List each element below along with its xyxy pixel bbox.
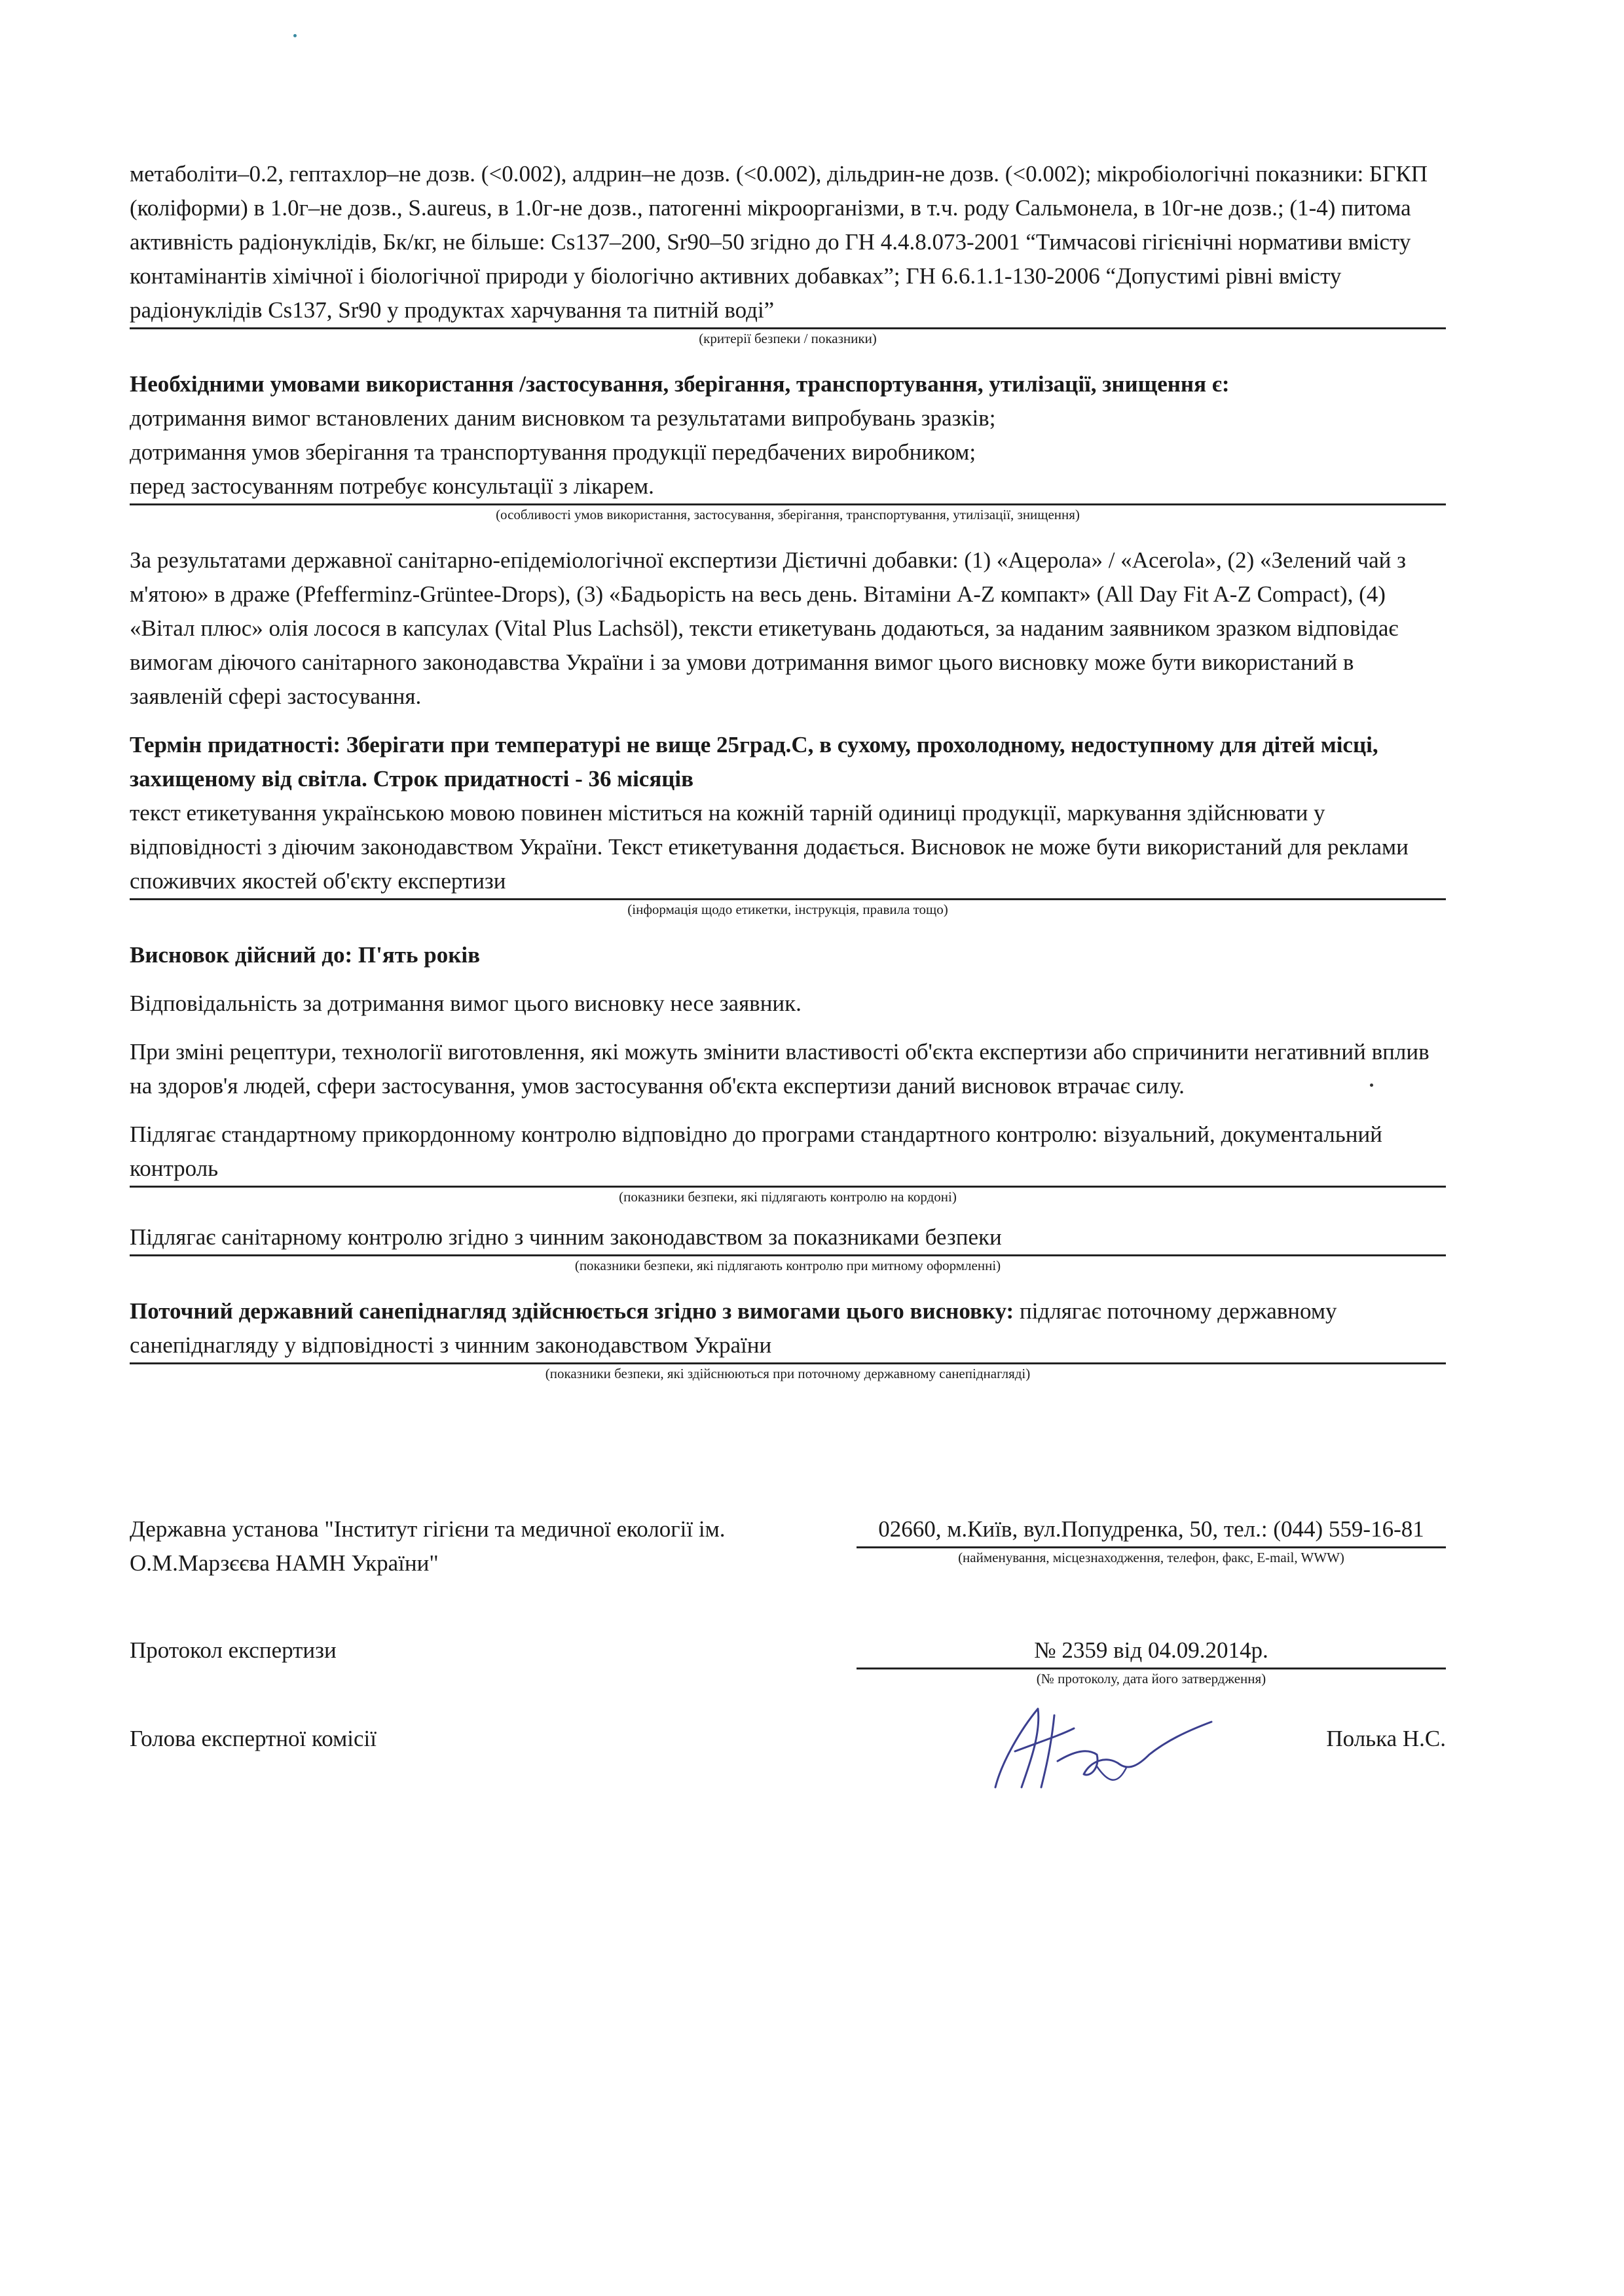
signature-image: [976, 1689, 1225, 1800]
supervision-section: [130, 1294, 1446, 1383]
document-body: [130, 157, 1446, 1383]
supervision-body: підлягає поточному державному санепіднагляду у відповідності з чинним законодавством України: [130, 1298, 1337, 1358]
labeling-caption: (інформація щодо етикетки, інструкція, правила тощо): [627, 902, 948, 917]
supervision-heading: Поточний державний санепіднагляд здійснюється згідно з вимогами цього висновку:: [130, 1298, 1014, 1324]
sanitary-control-section: [130, 1220, 1446, 1275]
border-control-caption: (показники безпеки, які підлягають контролю на кордоні): [619, 1189, 957, 1205]
responsibility-text: Відповідальність за дотримання вимог цього висновку несе заявник.: [130, 991, 802, 1016]
sanitary-control-text: Підлягає санітарному контролю згідно з чинним законодавством за показниками безпеки: [130, 1220, 1446, 1256]
shelf-life-heading: Термін придатності: Зберігати при температурі не вище 25град.С, в сухому, прохолодному, недоступному для дітей місці, захищеному від світла. Строк придатності - 36 місяців: [130, 732, 1378, 792]
validity-section: [130, 938, 1446, 972]
border-control-text: Підлягає стандартному прикордонному контролю відповідно до програми стандартного контролю: візуальний, документальний контроль: [130, 1118, 1446, 1188]
criteria-section: [130, 157, 1446, 348]
condition-line: перед застосуванням потребує консультації з лікарем.: [130, 469, 1446, 505]
conditions-heading: Необхідними умовами використання /застосування, зберігання, транспортування, утилізації, знищення є:: [130, 371, 1230, 397]
sanitary-control-caption: (показники безпеки, які підлягають контролю при митному оформленні): [574, 1258, 1001, 1273]
institution-address: 02660, м.Київ, вул.Попудренка, 50, тел.: (044) 559-16-81: [857, 1512, 1446, 1548]
protocol-block: [857, 1633, 1446, 1688]
head-name: Полька Н.С.: [1326, 1726, 1446, 1751]
conditions-section: [130, 367, 1446, 524]
protocol-label: Протокол експертизи: [130, 1637, 337, 1663]
institution-row: [130, 1512, 1446, 1604]
protocol-caption: (№ протоколу, дата його затвердження): [1036, 1671, 1266, 1686]
shelf-life-section: [130, 728, 1446, 919]
expertise-text: За результатами державної санітарно-епідеміологічної експертизи Дієтичні добавки: (1) «Ацерола» / «Acerola», (2) «Зелений чай з м'ятою» в драже (Pfefferminz-Grüntee-Drops), (3) «Бадьорість на весь день. Вітаміни A-Z компакт» (All Day Fit A-Z Compact), (4) «Вітал плюс» олія лосося в капсулах (Vital Plus Lachsöl), тексти етикетувань додаються, за наданим заявником зразком відповідає вимогам діючого санітарного законодавства України і за умови дотримання вимог цього висновку може бути використаний в заявленій сфері застосування.: [130, 547, 1406, 709]
supervision-caption: (показники безпеки, які здійснюються при поточному державному санепіднагляді): [545, 1366, 1031, 1381]
criteria-caption: (критерії безпеки / показники): [699, 331, 877, 346]
labeling-text: текст етикетування українською мовою повинен міститься на кожній тарній одиниці продукції, маркування здійснювати у відповідності з діючим законодавством України. Текст етикетування додається. Висновок не може бути використаний для реклами споживчих якостей об'єкту експертизи: [130, 796, 1446, 900]
conditions-caption: (особливості умов використання, застосування, зберігання, транспортування, утилізації, знищення): [496, 507, 1080, 522]
head-label: Голова експертної комісії: [130, 1726, 377, 1751]
recipe-change-text: При зміні рецептури, технології виготовлення, які можуть змінити властивості об'єкта експертизи або спричинити негативний вплив на здоров'я людей, сфери застосування, умов застосування об'єкта експертизи даний висновок втрачає силу.: [130, 1039, 1430, 1099]
condition-line: дотримання умов зберігання та транспортування продукції передбачених виробником;: [130, 439, 976, 465]
protocol-row: [130, 1633, 1446, 1692]
validity-label: Висновок дійсний до: П'ять років: [130, 942, 480, 968]
institution-address-block: [857, 1512, 1446, 1567]
head-row: [130, 1722, 1446, 1761]
border-control-section: [130, 1118, 1446, 1206]
protocol-value: № 2359 від 04.09.2014р.: [857, 1633, 1446, 1669]
condition-line: дотримання вимог встановлених даним висновком та результатами випробувань зразків;: [130, 405, 996, 431]
expertise-section: [130, 543, 1446, 714]
criteria-text: метаболіти–0.2, гептахлор–не дозв. (<0.002), алдрин–не дозв. (<0.002), дільдрин-не дозв. (<0.002); мікробіологічні показники: БГКП (коліформи) в 1.0г–не дозв., S.aureus, в 1.0г-не дозв., патогенні мікроорганізми, в т.ч. роду Сальмонела, в 10г-не дозв.; (1-4) питома активність радіонуклідів, Бк/кг, не більше: Cs137–200, Sr90–50 згідно до ГН 4.4.8.073-2001 “Тимчасові гігієнічні нормативи вмісту контамінантів хімічної і біологічної природи у біологічно активних добавках”; ГН 6.6.1.1-130-2006 “Допустимі рівні вмісту радіонуклідів Cs137, Sr90 у продуктах харчування та питній воді”: [130, 157, 1446, 329]
institution-caption: (найменування, місцезнаходження, телефон, факс, E-mail, WWW): [958, 1550, 1344, 1565]
institution-name: Державна установа "Інститут гігієни та медичної екології ім. О.М.Марзєєва НАМН України": [130, 1516, 726, 1576]
supervision-text: [130, 1294, 1446, 1364]
scan-speck: [293, 34, 297, 37]
